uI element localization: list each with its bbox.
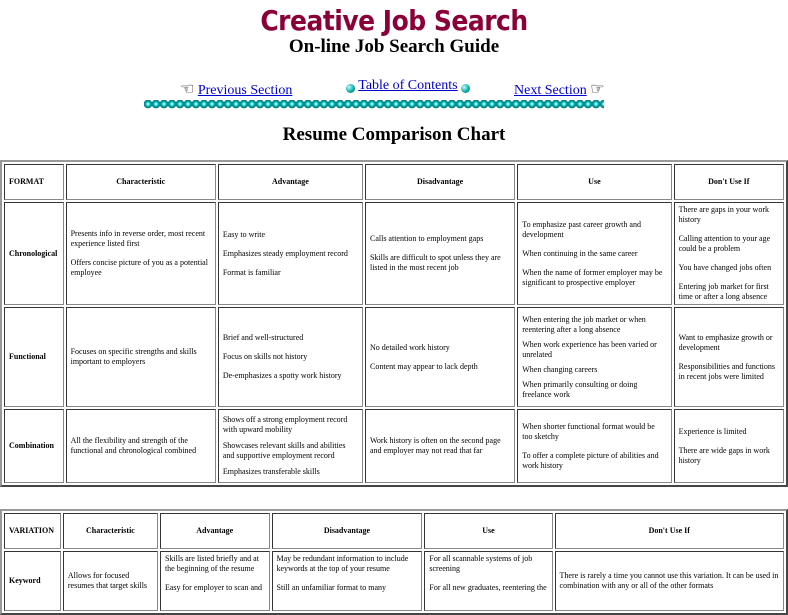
next-section-link[interactable]: Next Section (514, 83, 587, 98)
table-cell (365, 202, 515, 305)
cell-text: Content may appear to lack depth (369, 361, 478, 371)
site-subtitle: On-line Job Search Guide (288, 36, 500, 57)
header-cell: Advantage (160, 513, 270, 549)
cell-text: Skills are listed briefly and at the beginning of the resume (164, 554, 259, 573)
cell-text: Emphasizes transferable skills (222, 467, 320, 476)
row-label: Functional (4, 307, 64, 407)
cell-text: When primarily consulting or doing freelance work (522, 379, 638, 399)
row-label: Chronological (4, 202, 64, 305)
table-row (4, 202, 784, 305)
table-of-contents-link[interactable]: Table of Contents (358, 78, 458, 93)
format-comparison-table (0, 160, 788, 487)
header-cell: Don't Use If (555, 513, 784, 549)
cell-text: To emphasize past career growth and development (522, 219, 641, 239)
table-cell (674, 202, 784, 305)
cell-text: Want to emphasize growth or development (678, 332, 773, 352)
cell-text: You have changed jobs often (678, 263, 772, 272)
cell-text: When changing careers (522, 364, 598, 374)
dotted-divider (144, 100, 604, 110)
table-cell (555, 551, 784, 611)
pointing-hand-left-icon: ☜ (180, 81, 195, 98)
cell-text: There are wide gaps in work history (678, 445, 770, 465)
cell-text: Easy for employer to scan and (164, 583, 263, 592)
cell-text: Shows off a strong employment record with upward mobility (222, 415, 348, 434)
table-cell (218, 202, 363, 305)
cell-text: Responsibilities and functions in recent jobs were limited (678, 361, 776, 381)
header-cell: Don't Use If (674, 164, 784, 200)
cell-text: No detailed work history (369, 342, 450, 352)
table-cell (674, 307, 784, 407)
table-cell (517, 409, 671, 483)
ball-bullet-icon (346, 84, 355, 93)
cell-text: May be redundant information to include keywords at the top of your resume (276, 554, 409, 573)
table-cell (66, 307, 216, 407)
table-cell (517, 307, 671, 407)
cell-text: Entering job market for first time or after a long absence (678, 282, 769, 301)
cell-text: Calls attention to employment gaps (369, 234, 484, 243)
table-cell (66, 409, 216, 483)
table-cell (365, 307, 515, 407)
table-row (4, 551, 784, 611)
table-header-row (4, 164, 784, 200)
cell-text: When work experience has been varied or unrelated (522, 339, 657, 359)
cell-text: Offers concise picture of you as a potential employee (70, 258, 208, 277)
table-cell (160, 551, 270, 611)
cell-text: Presents info in reverse order, most recent experience listed first (70, 229, 206, 248)
table-cell (272, 551, 423, 611)
cell-text: There is rarely a time you cannot use this variation. It can be used in combination with any or all of the other formats (559, 571, 779, 590)
header-cell: Use (424, 513, 552, 549)
cell-text: Brief and well-structured (222, 333, 304, 342)
cell-text: Focuses on specific strengths and skills important to employers (70, 347, 197, 366)
table-cell (674, 409, 784, 483)
cell-text: Showcases relevant skills and abilities and supportive employment record (222, 441, 346, 460)
table-cell (424, 551, 552, 611)
nav-next (514, 79, 605, 99)
cell-text: When shorter functional format would be too sketchy (522, 421, 655, 441)
section-title: Resume Comparison Chart (282, 124, 506, 145)
nav-toc (346, 78, 470, 94)
nav-previous (180, 79, 292, 99)
cell-text: When entering the job market or when reentering after a long absence (522, 314, 646, 334)
cell-text: Format is familiar (222, 267, 281, 277)
cell-text: De-emphasizes a spotty work history (222, 371, 342, 380)
table-row (4, 307, 784, 407)
cell-text: Emphasizes steady employment record (222, 248, 348, 258)
table-cell (218, 409, 363, 483)
header-cell: Characteristic (66, 164, 216, 200)
cell-text: Easy to write (222, 229, 266, 239)
row-label: Keyword (4, 551, 61, 611)
cell-text: When the name of former employer may be significant to prospective employer (522, 267, 663, 287)
cell-text: Still an unfamiliar format to many (276, 583, 387, 592)
header-cell: FORMAT (4, 164, 64, 200)
variation-comparison-table (0, 509, 788, 615)
section-nav (0, 78, 788, 98)
cell-text: Focus on skills not history (222, 352, 308, 361)
cell-text: For all scannable systems of job screening (429, 554, 533, 573)
cell-text: There are gaps in your work history (678, 205, 769, 224)
header-cell: Use (517, 164, 671, 200)
cell-text: Calling attention to your age could be a problem (678, 234, 771, 253)
row-label: Combination (4, 409, 64, 483)
table-cell (63, 551, 158, 611)
previous-section-link[interactable]: Previous Section (197, 83, 293, 98)
table-row (4, 409, 784, 483)
cell-text: Work history is often on the second page and employer may not read that far (369, 436, 501, 455)
header-cell: Disadvantage (272, 513, 423, 549)
table-cell (365, 409, 515, 483)
cell-text: Experience is limited (678, 426, 747, 436)
site-logo: Creative Job Search (260, 4, 528, 37)
ball-bullet-icon (461, 84, 470, 93)
table-cell (517, 202, 671, 305)
cell-text: To offer a complete picture of abilities and work history (522, 450, 659, 470)
cell-text: Allows for focused resumes that target skills (67, 571, 148, 590)
cell-text: All the flexibility and strength of the functional and chronological combined (70, 436, 197, 455)
cell-text: For all new graduates, reentering the (429, 583, 547, 592)
header-cell: Characteristic (63, 513, 158, 549)
table-cell (66, 202, 216, 305)
table-cell (218, 307, 363, 407)
pointing-hand-right-icon: ☞ (590, 81, 605, 98)
header-cell: Advantage (218, 164, 363, 200)
header-cell: Disadvantage (365, 164, 515, 200)
header-cell: VARIATION (4, 513, 61, 549)
cell-text: Skills are difficult to spot unless they are listed in the most recent job (369, 253, 501, 272)
table-header-row (4, 513, 784, 549)
cell-text: When continuing in the same career (522, 248, 638, 258)
